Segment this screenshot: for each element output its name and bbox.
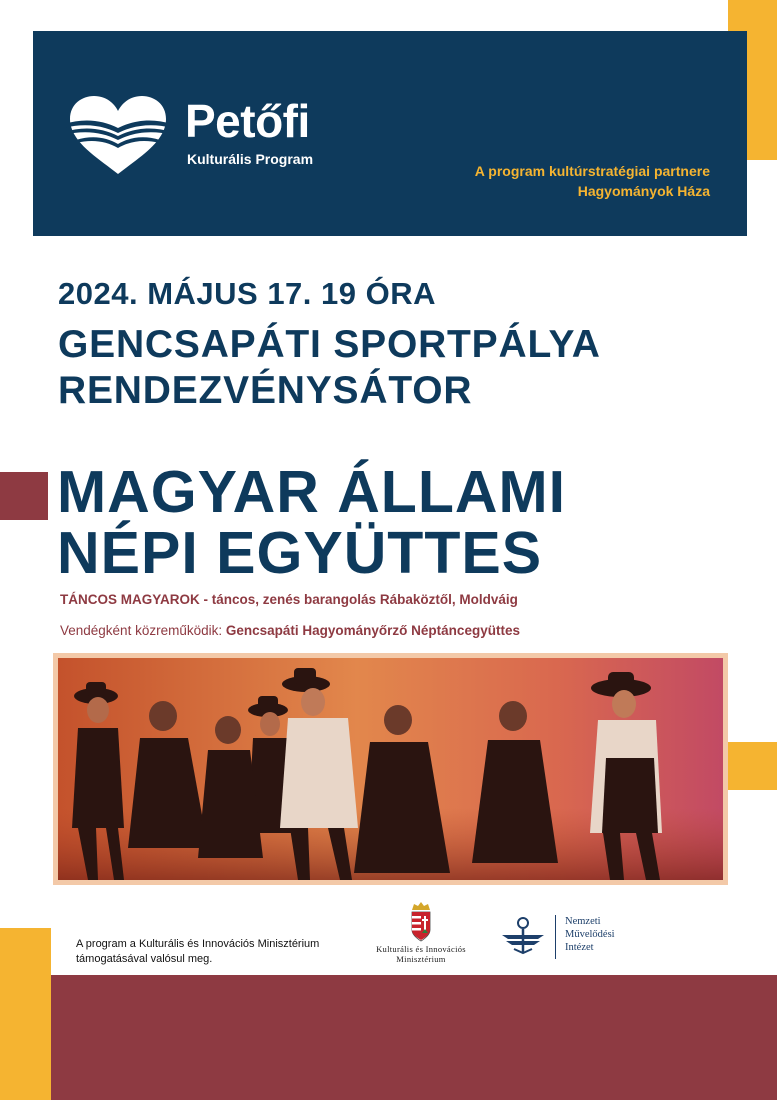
nmi-line-2: Művelődési — [565, 929, 615, 940]
ministry-line-1: Kulturális és Innovációs — [376, 944, 466, 954]
support-line-2: támogatásával valósul meg. — [76, 953, 213, 965]
guest-performer — [60, 623, 520, 638]
partner-note — [400, 161, 710, 201]
yellow-accent-bottom — [0, 928, 51, 1100]
event-venue — [58, 322, 601, 414]
yellow-accent-middle — [728, 742, 777, 790]
event-date-time: 2024. MÁJUS 17. 19 ÓRA — [58, 276, 437, 311]
partner-line-2: Hagyományok Háza — [577, 183, 710, 199]
support-note — [76, 937, 319, 967]
guest-name: Gencsapáti Hagyományőrző Néptáncegyüttes — [225, 623, 520, 638]
logo-wordmark: Petőfi — [185, 95, 310, 147]
venue-line-2: RENDEZVÉNYSÁTOR — [58, 369, 473, 412]
logo-subtitle: Kulturális Program — [187, 151, 314, 167]
nmi-line-1: Nemzeti — [565, 916, 601, 927]
title-line-1: MAGYAR ÁLLAMI — [57, 459, 567, 525]
venue-line-1: GENCSAPÁTI SPORTPÁLYA — [58, 323, 601, 366]
heart-book-logo-icon — [62, 92, 174, 176]
maroon-footer-band — [51, 975, 777, 1100]
nmi-logo-text — [565, 915, 615, 954]
nmi-emblem-icon — [500, 915, 546, 955]
partner-line-1: A program kultúrstratégiai partnere — [474, 163, 710, 179]
title-line-2: NÉPI EGYÜTTES — [57, 520, 543, 586]
nmi-line-3: Intézet — [565, 942, 594, 953]
support-line-1: A program a Kulturális és Innovációs Minisztérium — [76, 938, 320, 950]
maroon-accent-bar — [0, 472, 48, 520]
guest-label: Vendégként közreműködik: — [60, 623, 223, 638]
performer-title — [57, 459, 567, 586]
hungarian-crest-icon — [408, 900, 434, 942]
nmi-divider — [555, 915, 556, 959]
ministry-line-2: Minisztérium — [396, 954, 446, 964]
ministry-logo-text — [361, 944, 481, 964]
folk-dancers-photo — [58, 658, 723, 880]
show-subtitle: TÁNCOS MAGYAROK - táncos, zenés barangolás Rábaköztől, Moldváig — [60, 592, 518, 607]
